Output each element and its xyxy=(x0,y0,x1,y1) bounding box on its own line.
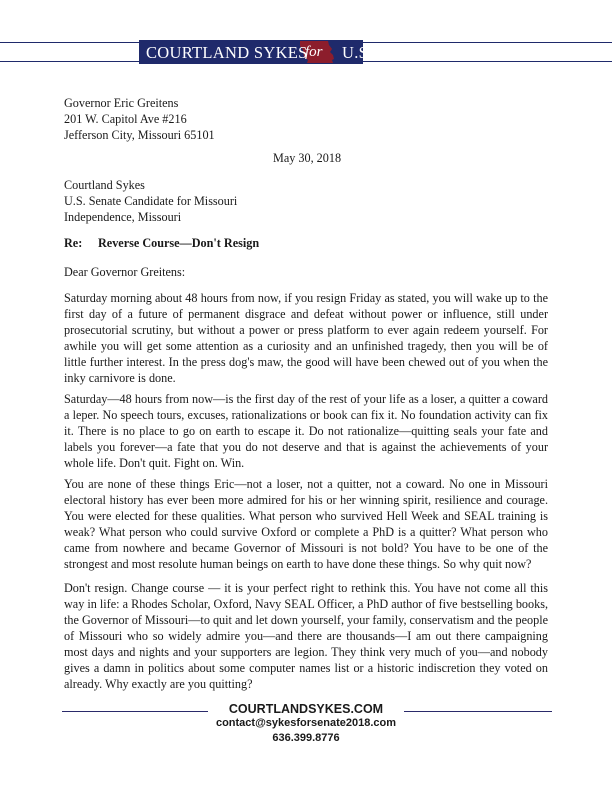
footer-rule-right xyxy=(404,711,552,712)
body-paragraph: Saturday—48 hours from now—is the first day of the rest of your life as a loser, a quitter a coward a leper. No speech tours, excuses, rationalizations or book can fix it. No foundation activity can fix it. There is no place to go on earth to escape it. Do not rationalize—quitting seals your fate and labels you forever—a fate that you do not deserve and that is against the achievements of your whole life. Don't quit. Fight on. Win. xyxy=(64,392,548,470)
subject-line xyxy=(64,236,259,251)
footer-email: contact@sykesforsenate2018.com xyxy=(215,717,397,729)
footer-rule-left xyxy=(62,711,208,712)
subject-text: Reverse Course—Don't Resign xyxy=(98,236,260,250)
recipient-city: Jefferson City, Missouri 65101 xyxy=(64,128,215,142)
sender-address xyxy=(64,177,237,225)
sender-name: Courtland Sykes xyxy=(64,178,145,192)
recipient-street: 201 W. Capitol Ave #216 xyxy=(64,112,187,126)
sender-title: U.S. Senate Candidate for Missouri xyxy=(64,194,238,208)
recipient-address xyxy=(64,95,215,143)
body-paragraph: You are none of these things Eric—not a loser, not a quitter, not a coward. No one in Missouri electoral history has ever been more admired for his or her winning spirit, resilience and courage. You were elected for these qualities. What person who survived Hell Week and SEAL training is weak? What person who could survive Oxford or complete a PhD is a quitter? What person who came from nowhere and became Governor of Missouri is not bold? You have to be one of the strongest and most resolute human beings on earth to have done these things. So why quit now? xyxy=(64,477,548,571)
recipient-name: Governor Eric Greitens xyxy=(64,96,179,110)
footer-website: COURTLANDSYKES.COM xyxy=(228,702,384,716)
body-paragraph: Saturday morning about 48 hours from now, if you resign Friday as stated, you will wake up to the first day of a future of permanent disgrace and defeat without power or influence, still under prosecutorial scrutiny, but without a power or press platform to ever again redeem yourself. For awhile you will get some attention as a curiosity and an unfinished tragedy, then you will be of little further interest. In the press dog's maw, the good will have been chewed out of you when the inky carnivore is done. xyxy=(64,291,548,385)
salutation: Dear Governor Greitens: xyxy=(64,265,186,279)
body-paragraph: Don't resign. Change course — it is your perfect right to rethink this. You have not come all this way in life: a Rhodes Scholar, Oxford, Navy SEAL Officer, a PhD author of five bestselling books, the Governor of Missouri—to quit and let down yourself, your family, conservatism and the people of Missouri who so widely admire you—and there are thousands—I am out there campaigning most days and nights and your supporters are legion. They think very much of you—and nobody gives a damn in politics about some computer names list or a historic indiscretion they voted on already. Why exactly are you quitting? xyxy=(64,581,548,691)
letter-date: May 30, 2018 xyxy=(273,151,342,165)
letterhead-banner xyxy=(0,40,612,64)
banner-for: for xyxy=(305,44,323,60)
banner-name: COURTLAND SYKES xyxy=(146,43,308,62)
footer-phone: 636.399.8776 xyxy=(272,732,340,744)
banner-office: U.S. SENATE xyxy=(342,43,441,62)
sender-city: Independence, Missouri xyxy=(64,210,182,224)
subject-label: Re: xyxy=(64,236,83,250)
